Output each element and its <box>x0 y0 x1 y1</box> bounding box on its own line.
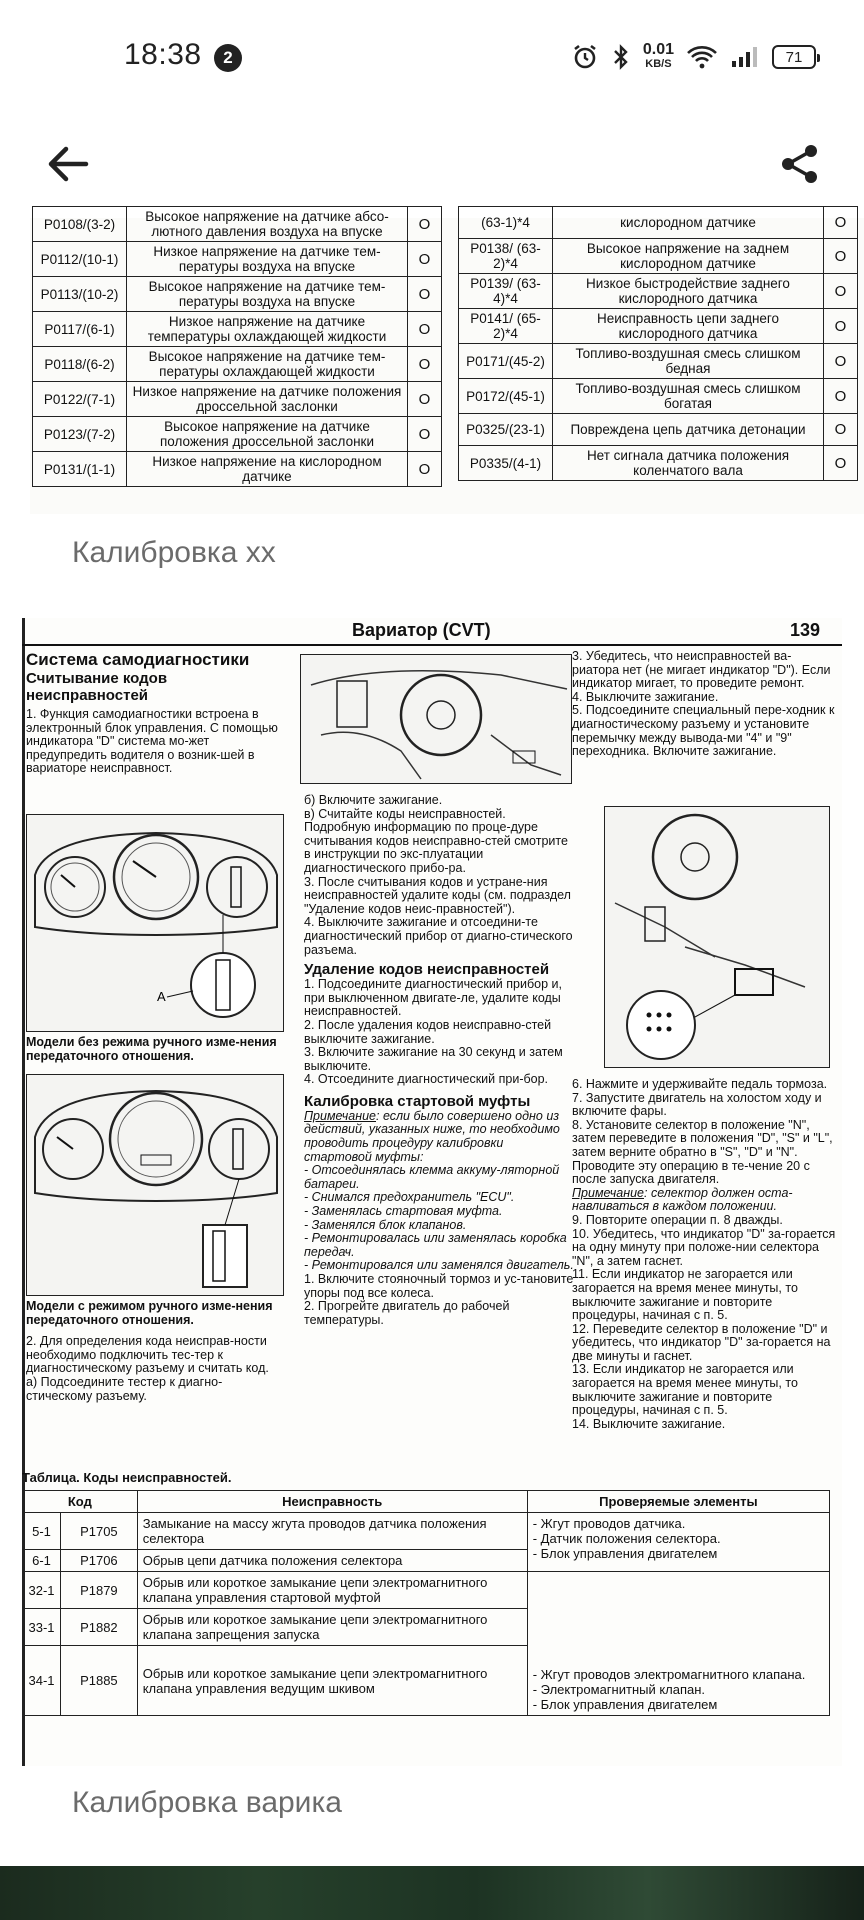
table-row: P0118/(6-2) Высокое напряжение на датчике тем-пературы охлаждающей жидкости O <box>33 347 442 382</box>
dtc-table-left <box>32 206 442 487</box>
table-row: P0138/ (63-2)*4 Высокое напряжение на заднем кислородном датчике O <box>459 239 858 274</box>
table-row: P0325/(23-1) Повреждена цепь датчика детонации O <box>459 414 858 446</box>
share-button[interactable] <box>772 136 828 192</box>
table-row: P0139/ (63-4)*4 Низкое быстродействие заднего кислородного датчика O <box>459 274 858 309</box>
signal-icon <box>730 45 760 69</box>
table-row: P0172/(45-1) Топливо-воздушная смесь слишком богатая O <box>459 379 858 414</box>
interior-figure <box>300 654 572 784</box>
table-row: (63-1)*4 кислородном датчике O <box>459 207 858 239</box>
table-row: 6-1 P1706 Обрыв цепи датчика положения селектора <box>23 1550 830 1572</box>
table-row: P0141/ (65-2)*4 Неисправность цепи заднего кислородного датчика O <box>459 309 858 344</box>
scan-image-dtc-table[interactable] <box>30 209 864 514</box>
figure-caption-1: Модели без режима ручного изме-нения передаточного отношения. <box>26 1035 277 1063</box>
table-row: P0131/(1-1) Низкое напряжение на кислородном датчике O <box>33 452 442 487</box>
table-row: P0171/(45-2) Топливо-воздушная смесь слишком бедная O <box>459 344 858 379</box>
table-row: 5-1 P1705 Замыкание на массу жгута проводов датчика положения селектора - Жгут проводов датчика. - Датчик положения селектора. - Блок управления двигателем <box>23 1513 830 1550</box>
bluetooth-icon <box>611 43 631 71</box>
status-bar <box>0 0 864 112</box>
table-row: P0113/(10-2) Высокое напряжение на датчике тем-пературы воздуха на впуске O <box>33 277 442 312</box>
back-button[interactable] <box>40 136 96 192</box>
column-2: б) Включите зажигание. в) Считайте коды неисправностей. Подробную информацию по проце-дуре считывания кодов неисправно-стей смотрите в инструкции по экс-плуатации диагностического прибо-ра. 3. После считывания кодов и устране-ния неисправностей удалите коды (см. подраздел "Удаление кодов неис-правностей"). 4. Выключите зажигание и отсоедини-те диагностический прибор от диагно-стического разъема. Удаление кодов неисправностей 1. Подсоедините диагностический прибор и, при выключенном двигате-ле, удалите коды неисправностей. 2. После удаления кодов неисправно-стей выключите зажигание. 3. Включите зажигание на 30 секунд и затем выключите. 4. Отсоедините диагностический при-бор. Калибровка стартовой муфты Примечание: если было совершено одно из действий, указанных ниже, то необходимо проводить процедуру калибровки стартовой муфты: - Отсоединялась клемма аккуму-ляторной батареи. - Снимался предохранитель "ECU". - Заменялась стартовая муфта. - Заменялся блок клапанов. - Ремонтировалась или заменялась коробка передач. - Ремонтировался или заменялся двигатель. 1. Включите стояночный тормоз и ус-тановите упоры под все колеса. 2. Прогрейте двигатель до рабочей температуры. <box>304 793 574 1327</box>
fault-codes-table: Код Неисправность Проверяемые элементы 5-1 P1705 Замыкание на массу жгута проводов датчика положения селектора - Жгут проводов датчика. - Датчик положения селектора. - Блок управления двигателем 6-1 P1706 Обрыв цепи датчика положения селектора 32-1 P1879 Обрыв или короткое замыкание цепи электромагнитного клапана управления стартовой муфтой - Жгут проводов электромагнитного клапана. - Электромагнитный клапан. - Блок управления двигателем 33-1 P1882 Обрыв или короткое замыкание цепи электромагнитного клапана запрещения запуска 34-1 P1885 Обрыв или короткое замыкание цепи электромагнитного клапана управления ведущим шкивом <box>22 1490 830 1716</box>
net-speed: 0.01 KB/S <box>642 41 674 70</box>
alarm-icon <box>571 43 599 71</box>
table-caption: Таблица. Коды неисправностей. <box>22 1470 232 1485</box>
scan-image-manual-page[interactable] <box>22 618 842 1766</box>
column-3: 6. Нажмите и удерживайте педаль тормоза. 7. Запустите двигатель на холостом ходу и включите фары. 8. Установите селектор в положение "N", затем переведите в положения "D", "S" и "L", затем верните обратно в "S", "D" и "N". Проводите эту операцию в те-чение 20 с после запуска двигателя. Примечание: селектор должен оста-навливаться в каждом положении. 9. Повторите операции п. 8 дважды. 10. Убедитесь, что индикатор "D" за-горается на одну минуту при положе-нии селектора "N", а затем гаснет. 11. Если индикатор не загорается или загорается на время менее минуты, то выключите зажигание и повторите процедуры, начиная с п. 5. 12. Переведите селектор в положение "D" и убедитесь, что индикатор "D" за-горается на две минуты и гаснет. 13. Если индикатор не загорается или загорается на время менее минуты, то выключите зажигание и повторите процедуры, начиная с п. 5. 14. Выключите зажигание. <box>572 1077 836 1431</box>
table-row: P0335/(4-1) Нет сигнала датчика положения коленчатого вала O <box>459 446 858 481</box>
section-heading: Система самодиагностики <box>26 650 250 669</box>
notification-badge: 2 <box>214 44 242 72</box>
subsection-heading-delete: Удаление кодов неисправностей <box>304 961 550 979</box>
app-bar <box>0 112 864 212</box>
battery-indicator: 71 <box>772 45 816 69</box>
page-header <box>22 618 842 644</box>
next-image-preview[interactable] <box>0 1866 864 1920</box>
dtc-table-right <box>458 206 858 481</box>
page-title: Вариатор (CVT) <box>352 620 491 640</box>
subsection-heading: Считывание кодов неисправностей <box>26 670 168 704</box>
arrow-left-icon <box>46 144 90 184</box>
table-row: P0112/(10-1) Низкое напряжение на датчике тем-пературы воздуха на впуске O <box>33 242 442 277</box>
status-time: 18:38 <box>124 38 202 71</box>
status-icons <box>571 40 816 74</box>
subsection-heading-calibration: Калибровка стартовой муфты <box>304 1092 531 1110</box>
table-row: 34-1 P1885 Обрыв или короткое замыкание цепи электромагнитного клапана управления ведущим шкивом <box>23 1646 830 1716</box>
caption-second: Калибровка варика <box>72 1786 342 1819</box>
table-row: P0117/(6-1) Низкое напряжение на датчике температуры охлаждающей жидкости O <box>33 312 442 347</box>
table-row: P0123/(7-2) Высокое напряжение на датчике положения дроссельной заслонки O <box>33 417 442 452</box>
figure-caption-2: Модели с режимом ручного изме-нения передаточного отношения. <box>26 1299 273 1327</box>
dashboard-figure-2 <box>26 1074 284 1296</box>
wifi-icon <box>686 44 718 70</box>
share-icon <box>778 142 822 186</box>
diagnostic-connector-figure <box>604 806 830 1068</box>
figure-label-a: A <box>157 989 166 1004</box>
column-3-top: 3. Убедитесь, что неисправностей ва-риатора нет (не мигает индикатор "D"). Если индикатор мигает, то проведите ремонт. 4. Выключите зажигание. 5. Подсоедините специальный пере-ходник к диагностическому разъему и установите перемычку между вывода-ми "4" и "9" переходника. Включите зажигание. <box>572 649 835 759</box>
table-row: P0108/(3-2) Высокое напряжение на датчике абсо-лютного давления воздуха на впуске O <box>33 207 442 242</box>
table-row: 33-1 P1882 Обрыв или короткое замыкание цепи электромагнитного клапана запрещения запуска <box>23 1609 830 1646</box>
dashboard-figure-1 <box>26 814 284 1032</box>
column-1-bottom: Модели с режимом ручного изме-нения передаточного отношения. 2. Для определения кода неисправ-ности необходимо подключить тес-тер к диагностическому разъему и считать код. а) Подсоедините тестер к диагно-стическому разъему. <box>26 1300 284 1403</box>
table-row: 32-1 P1879 Обрыв или короткое замыкание цепи электромагнитного клапана управления стартовой муфтой - Жгут проводов электромагнитного клапана. - Электромагнитный клапан. - Блок управления двигателем <box>23 1572 830 1609</box>
column-1: Система самодиагностики Считывание кодов неисправностей 1. Функция самодиагностики встроена в электронный блок управления. С помощью индикатора "D" система мо-жет предупредить водителя о возник-шей в вариаторе неисправност. <box>26 650 284 776</box>
caption-first: Калибровка хх <box>72 536 276 569</box>
table-row: P0122/(7-1) Низкое напряжение на датчике положения дроссельной заслонки O <box>33 382 442 417</box>
page-number: 139 <box>789 620 820 640</box>
